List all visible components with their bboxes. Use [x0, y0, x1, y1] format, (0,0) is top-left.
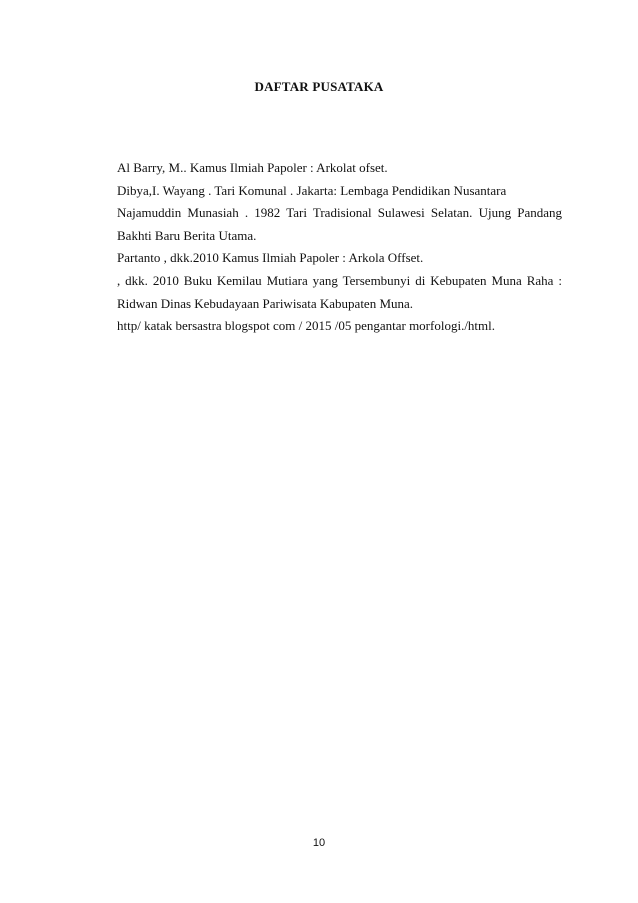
reference-line: Al Barry, M.. Kamus Ilmiah Papoler : Arkolat ofset. [117, 160, 388, 175]
reference-line: Partanto , dkk.2010 Kamus Ilmiah Papoler : Arkola Offset. [117, 250, 424, 266]
reference-line: Najamuddin Munasiah . 1982 Tari Tradisional Sulawesi Selatan. Ujung Pandang [117, 205, 562, 221]
reference-line: Ridwan Dinas Kebudayaan Pariwisata Kabupaten Muna. [117, 295, 414, 311]
reference-line: , dkk. 2010 Buku Kemilau Mutiara yang Tersembunyi di Kebupaten Muna Raha : [117, 272, 562, 288]
reference-line: Bakhti Baru Berita Utama. [117, 227, 257, 243]
page-title: DAFTAR PUSATAKA [254, 79, 384, 94]
reference-list [117, 157, 562, 338]
reference-line: http/ katak bersastra blogspot com / 2015 /05 pengantar morfologi./html. [117, 318, 496, 334]
page-number: 10 [312, 837, 326, 849]
reference-line: Dibya,I. Wayang . Tari Komunal . Jakarta: Lembaga Pendidikan Nusantara [117, 182, 507, 198]
